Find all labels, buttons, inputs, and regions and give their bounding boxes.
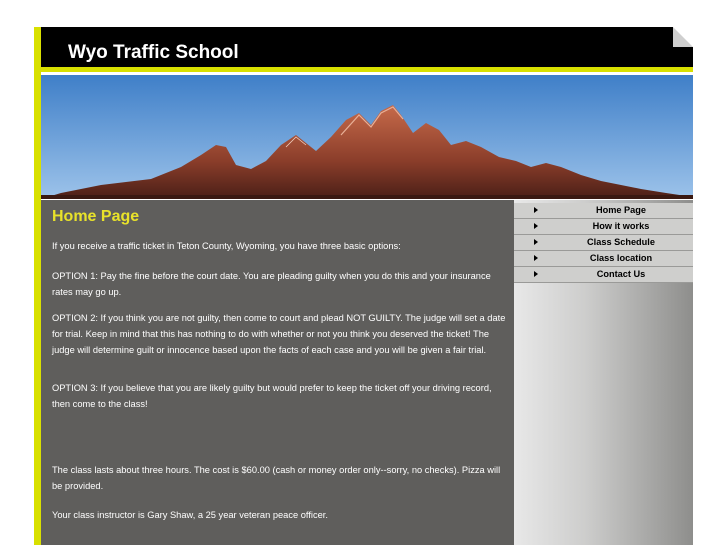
arrow-right-icon	[534, 239, 538, 245]
nav-item-how-it-works[interactable]	[514, 219, 693, 235]
nav-menu	[514, 203, 693, 283]
intro-paragraph: If you receive a traffic ticket in Teton County, Wyoming, you have three basic options:	[52, 241, 401, 251]
nav-item-label: Class Schedule	[587, 237, 655, 247]
nav-item-label: Contact Us	[596, 269, 646, 279]
instructor-paragraph: Your class instructor is Gary Shaw, a 25 year veteran peace officer.	[52, 510, 328, 520]
nav-item-class-schedule[interactable]	[514, 235, 693, 251]
option-1-paragraph: OPTION 1: Pay the fine before the court date. You are pleading guilty when you do this and your insurance rates may go up.	[52, 271, 491, 297]
option-3-paragraph: OPTION 3: If you believe that you are likely guilty but would prefer to keep the ticket off your driving record, then come to the class!	[52, 383, 492, 409]
site-header	[41, 27, 693, 72]
main-content	[41, 200, 514, 545]
class-info-paragraph: The class lasts about three hours. The cost is $60.00 (cash or money order only--sorry, no checks). Pizza will be provided.	[52, 465, 501, 491]
nav-item-label: Class location	[589, 253, 653, 263]
page	[34, 27, 693, 545]
nav-item-home-page[interactable]	[514, 203, 693, 219]
nav-item-contact-us[interactable]	[514, 267, 693, 283]
arrow-right-icon	[534, 271, 538, 277]
mountain-banner	[41, 75, 693, 199]
nav-item-class-location[interactable]	[514, 251, 693, 267]
page-heading: Home Page	[52, 208, 140, 225]
mountain-banner-image	[41, 75, 693, 199]
site-title: Wyo Traffic School	[68, 42, 239, 63]
arrow-right-icon	[534, 255, 538, 261]
page-fold-icon	[673, 27, 693, 47]
option-2-paragraph: OPTION 2: If you think you are not guilty, then come to court and plead NOT GUILTY. The judge will set a date for trial. Keep in mind that this has nothing to do with whether or not you think you deserved the ticket! The judge will determine guilt or innocence based upon the facts of each case and you will be given a fair trial.	[52, 313, 506, 355]
arrow-right-icon	[534, 207, 538, 213]
arrow-right-icon	[534, 223, 538, 229]
nav-item-label: How it works	[592, 221, 650, 231]
nav-item-label: Home Page	[595, 205, 647, 215]
accent-rule	[34, 27, 41, 545]
sidebar	[514, 200, 693, 545]
